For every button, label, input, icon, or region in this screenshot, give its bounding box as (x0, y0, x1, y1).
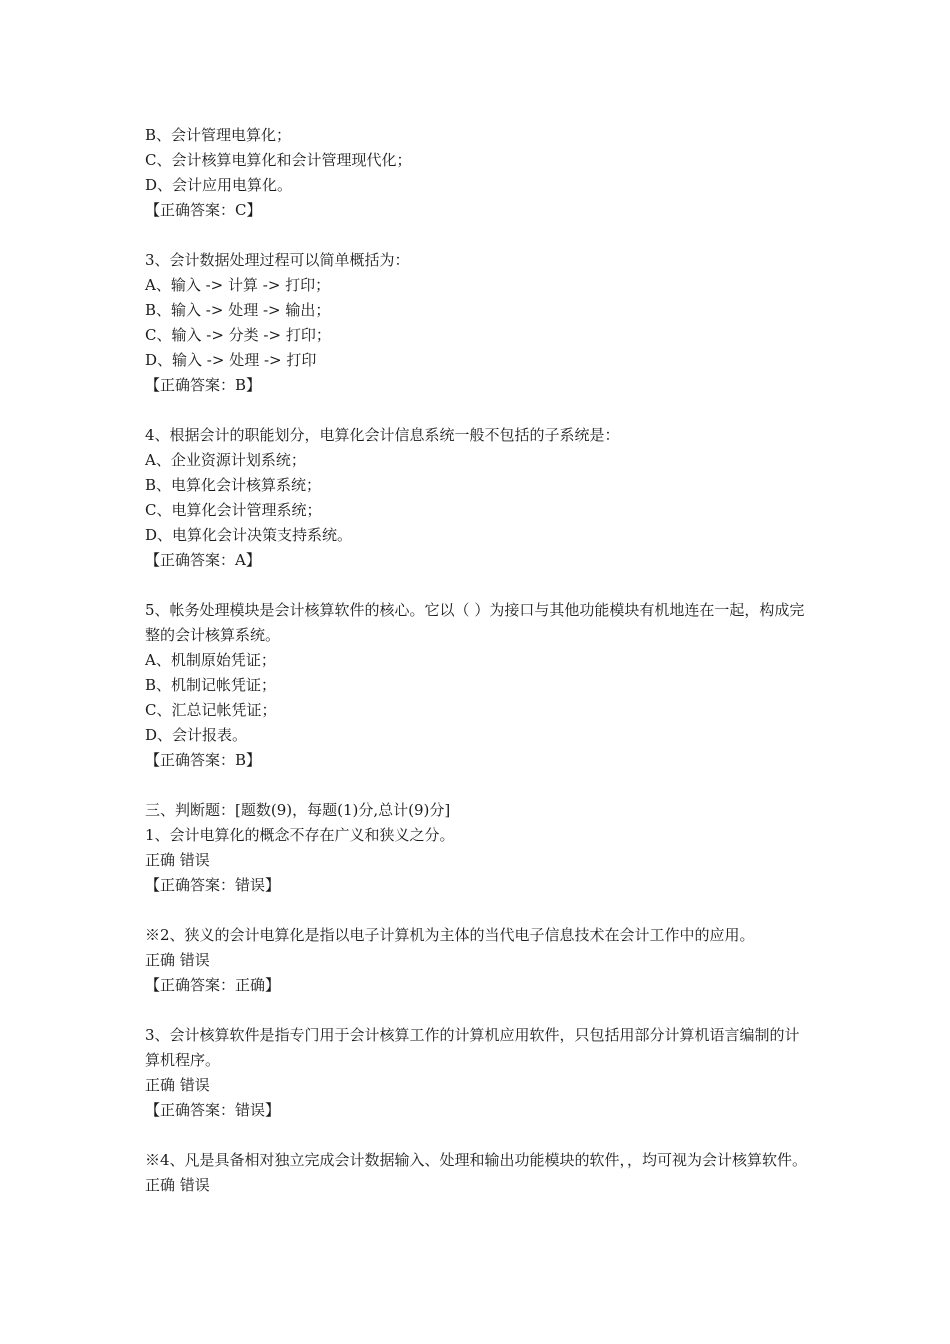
correct-answer: 【正确答案：错误】 (145, 1101, 281, 1119)
judge-options: 正确 错误 (145, 951, 210, 969)
correct-answer: 【正确答案：错误】 (145, 876, 281, 894)
option-d: D、电算化会计决策支持系统。 (145, 526, 353, 544)
judge-options: 正确 错误 (145, 851, 210, 869)
spacer (145, 898, 825, 923)
correct-answer: 【正确答案：C】 (145, 201, 262, 219)
document-page (145, 123, 825, 1198)
judge-question-1: 1、会计电算化的概念不存在广义和狭义之分。 (145, 826, 455, 844)
spacer (145, 998, 825, 1023)
option-d: D、会计应用电算化。 (145, 176, 293, 194)
option-b: B、机制记帐凭证； (145, 676, 277, 694)
spacer (145, 1123, 825, 1148)
correct-answer: 【正确答案：B】 (145, 751, 262, 769)
option-a: A、机制原始凭证； (145, 651, 276, 669)
correct-answer: 【正确答案：正确】 (145, 976, 281, 994)
option-b: B、电算化会计核算系统； (145, 476, 322, 494)
spacer (145, 223, 825, 248)
option-b: B、输入 -> 处理 -> 输出； (145, 301, 331, 319)
correct-answer: 【正确答案：B】 (145, 376, 262, 394)
option-c: C、会计核算电算化和会计管理现代化； (145, 151, 412, 169)
option-a: A、企业资源计划系统； (145, 451, 306, 469)
judge-question-3: 3、会计核算软件是指专门用于会计核算工作的计算机应用软件，只包括用部分计算机语言编制的计算机程序。 (145, 1026, 800, 1069)
option-c: C、汇总记帐凭证； (145, 701, 277, 719)
judge-question-4: ※4、凡是具备相对独立完成会计数据输入、处理和输出功能模块的软件，，均可视为会计核算软件。 (145, 1151, 808, 1169)
question-3: 3、会计数据处理过程可以简单概括为： (145, 251, 410, 269)
judge-question-2: ※2、狭义的会计电算化是指以电子计算机为主体的当代电子信息技术在会计工作中的应用。 (145, 926, 755, 944)
correct-answer: 【正确答案：A】 (145, 551, 261, 569)
spacer (145, 573, 825, 598)
spacer (145, 773, 825, 798)
judge-options: 正确 错误 (145, 1076, 210, 1094)
question-4: 4、根据会计的职能划分，电算化会计信息系统一般不包括的子系统是： (145, 426, 620, 444)
option-b: B、会计管理电算化； (145, 126, 292, 144)
option-a: A、输入 -> 计算 -> 打印； (145, 276, 331, 294)
question-5: 5、帐务处理模块是会计核算软件的核心。它以（ ）为接口与其他功能模块有机地连在一起，构成完整的会计核算系统。 (145, 601, 805, 644)
option-c: C、输入 -> 分类 -> 打印； (145, 326, 331, 344)
spacer (145, 398, 825, 423)
option-c: C、电算化会计管理系统； (145, 501, 322, 519)
option-d: D、会计报表。 (145, 726, 248, 744)
judge-options: 正确 错误 (145, 1176, 210, 1194)
section-title: 三、判断题：[题数(9)，每题(1)分,总计(9)分] (145, 801, 451, 819)
option-d: D、输入 -> 处理 -> 打印 (145, 351, 317, 369)
